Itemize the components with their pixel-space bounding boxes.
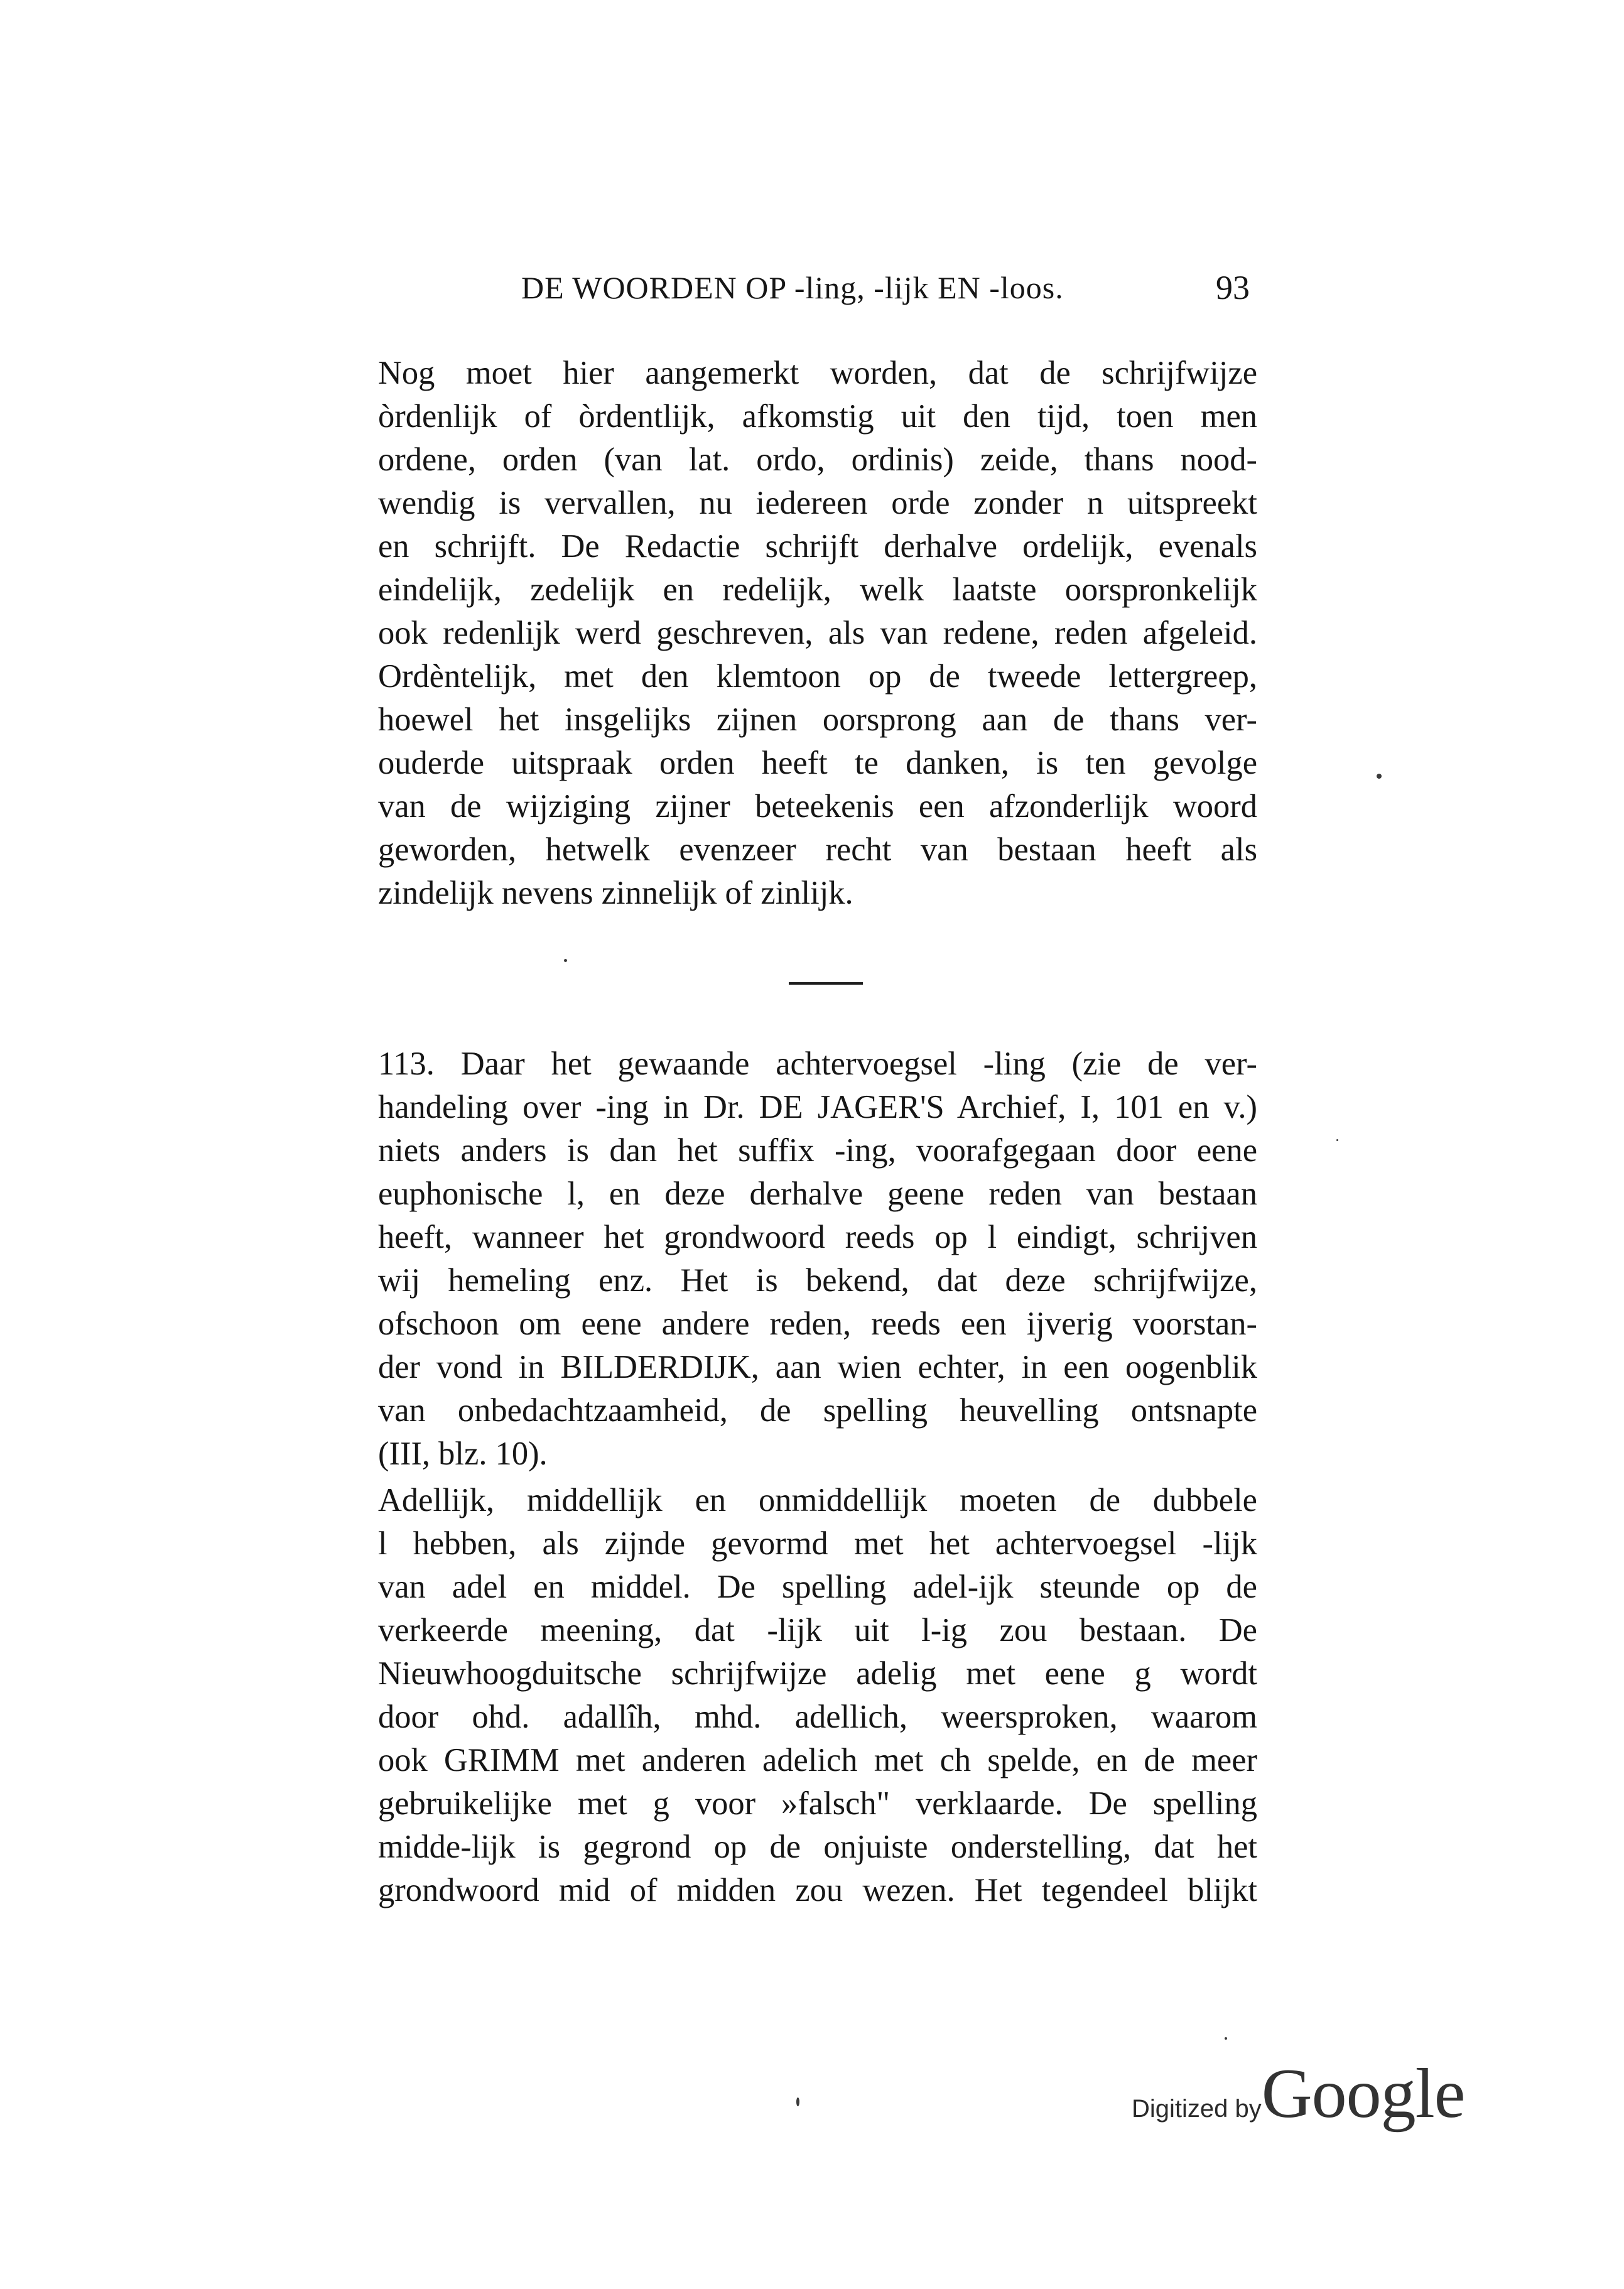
section-divider <box>789 982 863 985</box>
scan-speck <box>1377 774 1382 779</box>
digitized-by-google-watermark <box>1132 2054 1464 2154</box>
p1-line-10: ouderde uitspraak orden heeft te danken, is ten gevolge <box>378 745 1257 781</box>
p3-line-1: Adellijk, middellijk en onmiddellijk moeten de dubbele <box>378 1482 1257 1518</box>
p1-line-9: hoewel het insgelijks zijnen oorsprong aan de thans ver- <box>378 701 1257 738</box>
page-number: 93 <box>1216 269 1250 306</box>
p2-line-1: 113. Daar het gewaande achtervoegsel -ling (zie de ver- <box>378 1046 1257 1082</box>
p3-line-5: Nieuwhoogduitsche schrijfwijze adelig met eene g wordt <box>378 1655 1257 1692</box>
p2-line-10: (III, blz. 10). <box>378 1436 548 1472</box>
p2-line-9: van onbedachtzaamheid, de spelling heuvelling ontsnapte <box>378 1392 1257 1429</box>
p1-line-1: Nog moet hier aangemerkt worden, dat de schrijfwijze <box>378 355 1257 391</box>
scan-speck <box>1225 2037 1227 2040</box>
p1-line-2: òrdenlijk of òrdentlijk, afkomstig uit den tijd, toen men <box>378 398 1257 435</box>
p3-line-10: grondwoord mid of midden zou wezen. Het tegendeel blijkt <box>378 1872 1257 1908</box>
p1-line-8: Ordèntelijk, met den klemtoon op de tweede lettergreep, <box>378 658 1257 695</box>
scan-speck <box>1336 1139 1338 1141</box>
p1-line-5: en schrijft. De Redactie schrijft derhalve ordelijk, evenals <box>378 528 1257 565</box>
p1-line-6: eindelijk, zedelijk en redelijk, welk laatste oorspronkelijk <box>378 571 1257 608</box>
p1-line-13: zindelijk nevens zinnelijk of zinlijk. <box>378 875 853 911</box>
p3-line-9: midde-lijk is gegrond op de onjuiste onderstelling, dat het <box>378 1829 1257 1865</box>
p2-line-6: wij hemeling enz. Het is bekend, dat deze schrijfwijze, <box>378 1262 1257 1299</box>
p1-line-11: van de wijziging zijner beteekenis een afzonderlijk woord <box>378 788 1257 825</box>
p1-line-7: ook redenlijk werd geschreven, als van redene, reden afgeleid. <box>378 615 1257 651</box>
p2-line-5: heeft, wanneer het grondwoord reeds op l eindigt, schrijven <box>378 1219 1257 1255</box>
p1-line-12: geworden, hetwelk evenzeer recht van bestaan heeft als <box>378 831 1257 868</box>
p3-line-6: door ohd. adallîh, mhd. adellich, weersproken, waarom <box>378 1699 1257 1735</box>
p2-line-2: handeling over -ing in Dr. DE JAGER'S Archief, I, 101 en v.) <box>378 1089 1257 1125</box>
p3-line-3: van adel en middel. De spelling adel-ijk steunde op de <box>378 1569 1257 1605</box>
google-wordmark: Google <box>1261 2055 1465 2133</box>
p1-line-3: ordene, orden (van lat. ordo, ordinis) zeide, thans nood- <box>378 441 1257 478</box>
p3-line-4: verkeerde meening, dat -lijk uit l-ig zou bestaan. De <box>378 1612 1257 1648</box>
scan-speck <box>564 959 567 962</box>
digitized-by-label: Digitized by <box>1132 2095 1262 2123</box>
p3-line-8: gebruikelijke met g voor »falsch" verklaarde. De spelling <box>378 1785 1257 1822</box>
p2-line-7: ofschoon om eene andere reden, reeds een ijverig voorstan- <box>378 1306 1257 1342</box>
p2-line-4: euphonische l, en deze derhalve geene reden van bestaan <box>378 1176 1257 1212</box>
p3-line-2: l hebben, als zijnde gevormd met het achtervoegsel -lijk <box>378 1525 1257 1562</box>
p3-line-7: ook GRIMM met anderen adelich met ch spelde, en de meer <box>378 1742 1257 1778</box>
p2-line-8: der vond in BILDERDIJK, aan wien echter, in een oogenblik <box>378 1349 1257 1385</box>
p1-line-4: wendig is vervallen, nu iedereen orde zonder n uitspreekt <box>378 485 1257 521</box>
running-head <box>377 262 1256 313</box>
running-title: DE WOORDEN OP -ling, -lijk EN -loos. <box>521 270 1064 305</box>
p2-line-3: niets anders is dan het suffix -ing, voorafgegaan door eene <box>378 1132 1257 1169</box>
scan-speck <box>796 2097 799 2106</box>
